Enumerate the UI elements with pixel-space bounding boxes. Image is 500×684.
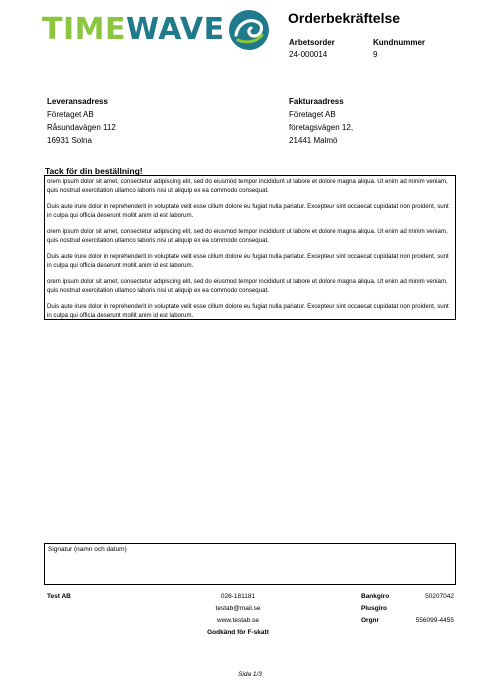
footer-website: www.testab.se [217,617,259,624]
delivery-address-line: Företaget AB [47,110,94,119]
footer-phone: 026-181181 [220,593,256,600]
message-box [44,175,456,320]
message-paragraph: orem ipsum dolor sit amet, consectetur adipiscing elit, sed do eiusmod tempor incididunt ut labore et dolore magna aliqua. Ut enim ad minim veniam, quis nostrud exercitation ullamco laboris nisi ut aliquip ex ea commodo consequat. [47,178,448,194]
delivery-address-heading: Leveransadress [47,97,108,106]
page-number: Sida 1/3 [238,671,262,678]
footer-bankgiro-value: 50207042 [425,593,454,600]
invoice-address-heading: Fakturaadress [289,97,344,106]
delivery-address-line: 16931 Solna [47,136,92,145]
footer-orgnr-value: 556099-4455 [415,617,454,624]
footer-tax-note: Godkänd för F-skatt [207,629,269,636]
order-number-label: Arbetsorder [289,38,335,47]
signature-label: Signatur (namn och datum) [48,546,127,553]
invoice-address-line: Företaget AB [289,110,336,119]
document-title: Orderbekräftelse [288,10,401,26]
footer-plusgiro-label: Plusgiro [361,605,388,612]
thank-you-heading: Tack för din beställning! [45,166,143,176]
logo-wordmark [42,12,225,47]
message-paragraph: orem ipsum dolor sit amet, consectetur adipiscing elit, sed do eiusmod tempor incididunt ut labore et dolore magna aliqua. Ut enim ad minim veniam, quis nostrud exercitation ullamco laboris nisi ut aliquip ex ea commodo consequat. [47,228,448,244]
logo-text-wave: WAVE [125,12,225,47]
footer-bankgiro-label: Bankgiro [361,593,390,600]
customer-number-label: Kundnummer [373,38,425,47]
wave-swirl-icon [228,9,270,51]
message-paragraph: Duis aute irure dolor in reprehenderit in voluptate velit esse cillum dolore eu fugiat nulla pariatur. Excepteur sint occaecat cupidatat non proident, sunt in culpa qui officia deserunt mollit anim id est laborum. [47,303,449,319]
message-paragraph: Duis aute irure dolor in reprehenderit in voluptate velit esse cillum dolore eu fugiat nulla pariatur. Excepteur sint occaecat cupidatat non proident, sunt in culpa qui officia deserunt mollit anim id est laborum. [47,253,449,269]
message-paragraph: orem ipsum dolor sit amet, consectetur adipiscing elit, sed do eiusmod tempor incididunt ut labore et dolore magna aliqua. Ut enim ad minim veniam, quis nostrud exercitation ullamco laboris nisi ut aliquip ex ea commodo consequat. [47,278,448,294]
invoice-address-line: företagsvägen 12, [289,123,354,132]
delivery-address-line: Råsundavägen 112 [47,123,116,132]
invoice-address-line: 21441 Malmö [289,136,338,145]
customer-number-value: 9 [373,50,378,59]
message-paragraph: Duis aute irure dolor in reprehenderit in voluptate velit esse cillum dolore eu fugiat nulla pariatur. Excepteur sint occaecat cupidatat non proident, sunt in culpa qui officia deserunt mollit anim id est laborum. [47,203,449,219]
footer-company-name: Test AB [47,593,71,600]
signature-box[interactable] [44,543,456,585]
logo-text-time: TIME [42,12,126,47]
footer-email: testab@mail.se [215,605,261,612]
footer-orgnr-label: Orgnr [361,617,380,624]
order-number-value: 24-000014 [289,50,328,59]
company-logo [42,8,274,52]
